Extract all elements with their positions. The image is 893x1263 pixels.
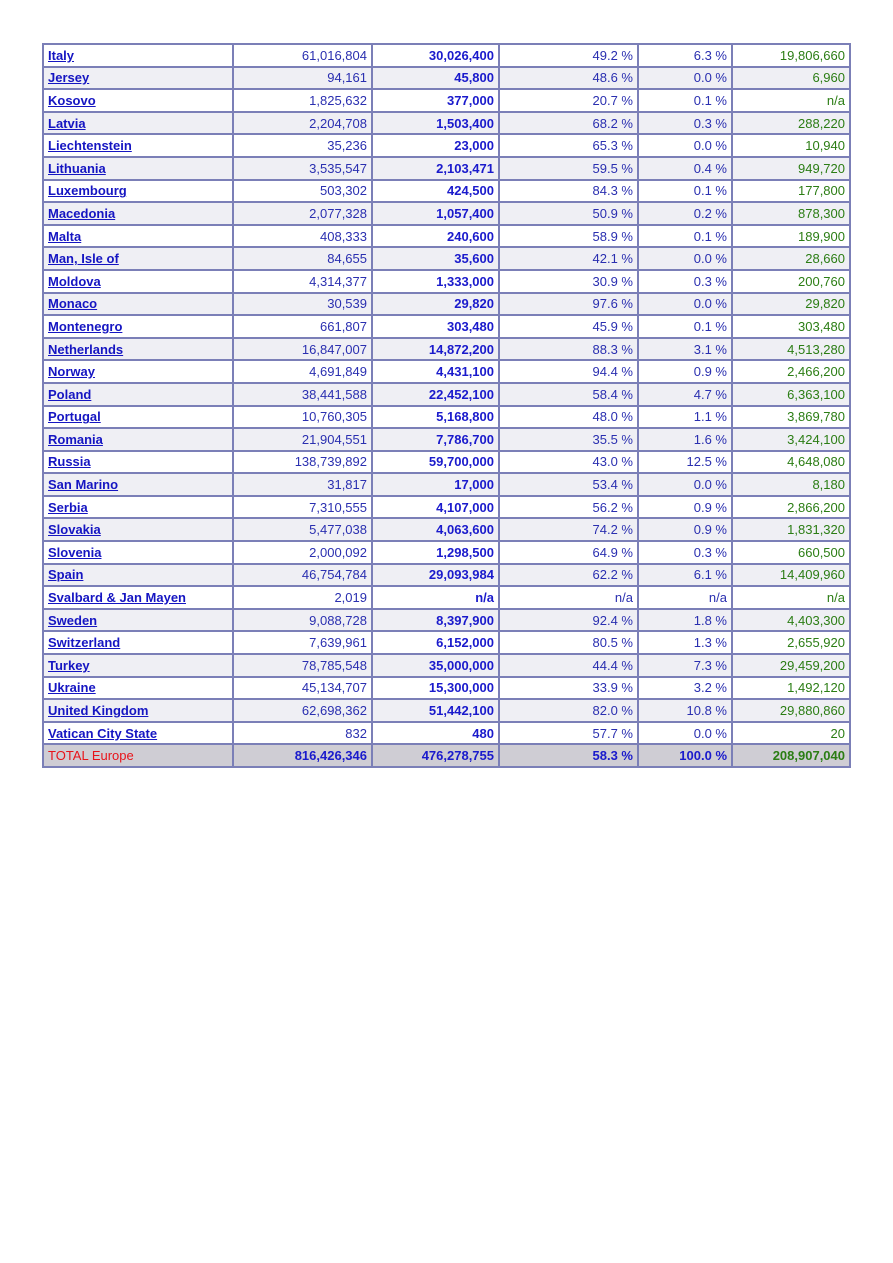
facebook-users-cell: 878,300 (732, 202, 850, 225)
country-link[interactable]: Turkey (48, 657, 90, 673)
penetration-cell: 48.6 % (499, 67, 638, 90)
country-cell (43, 293, 233, 316)
penetration-cell: 84.3 % (499, 180, 638, 203)
table-row (43, 247, 850, 270)
country-cell (43, 496, 233, 519)
table-row (43, 270, 850, 293)
table-row (43, 383, 850, 406)
table-row (43, 473, 850, 496)
country-link[interactable]: Netherlands (48, 341, 124, 357)
facebook-users-cell: 660,500 (732, 541, 850, 564)
population-cell: 4,314,377 (233, 270, 372, 293)
usage-share-cell: 0.3 % (638, 270, 732, 293)
penetration-cell: 42.1 % (499, 247, 638, 270)
total-population-cell: 816,426,346 (233, 744, 372, 767)
country-cell (43, 67, 233, 90)
country-link[interactable]: Ukraine (48, 680, 96, 696)
country-cell (43, 225, 233, 248)
country-cell (43, 44, 233, 67)
internet-users-cell: 240,600 (372, 225, 499, 248)
country-link[interactable]: Norway (48, 364, 95, 380)
country-cell (43, 157, 233, 180)
facebook-users-cell: 29,820 (732, 293, 850, 316)
usage-share-cell: 0.0 % (638, 293, 732, 316)
country-link[interactable]: Monaco (48, 296, 98, 312)
internet-users-cell: 35,000,000 (372, 654, 499, 677)
country-link[interactable]: Spain (48, 567, 84, 583)
table-row (43, 134, 850, 157)
population-cell: 503,302 (233, 180, 372, 203)
facebook-users-cell: 288,220 (732, 112, 850, 135)
country-cell (43, 360, 233, 383)
table-row (43, 89, 850, 112)
population-cell: 2,000,092 (233, 541, 372, 564)
table-row (43, 609, 850, 632)
penetration-cell: n/a (499, 586, 638, 609)
facebook-users-cell: 1,831,320 (732, 518, 850, 541)
population-cell: 84,655 (233, 247, 372, 270)
penetration-cell: 57.7 % (499, 722, 638, 745)
country-cell (43, 518, 233, 541)
internet-users-cell: 5,168,800 (372, 406, 499, 429)
internet-users-cell: 30,026,400 (372, 44, 499, 67)
population-cell: 4,691,849 (233, 360, 372, 383)
population-cell: 138,739,892 (233, 451, 372, 474)
population-cell: 94,161 (233, 67, 372, 90)
usage-share-cell: 0.0 % (638, 722, 732, 745)
country-link[interactable]: Macedonia (48, 205, 116, 221)
country-cell (43, 541, 233, 564)
internet-users-cell: 22,452,100 (372, 383, 499, 406)
country-link[interactable]: Russia (48, 454, 91, 470)
country-link[interactable]: Kosovo (48, 92, 96, 108)
population-cell: 7,310,555 (233, 496, 372, 519)
country-cell (43, 473, 233, 496)
usage-share-cell: 0.1 % (638, 180, 732, 203)
penetration-cell: 49.2 % (499, 44, 638, 67)
country-link[interactable]: Malta (48, 228, 82, 244)
country-link[interactable]: Serbia (48, 499, 88, 515)
internet-users-cell: 303,480 (372, 315, 499, 338)
table-row (43, 518, 850, 541)
penetration-cell: 82.0 % (499, 699, 638, 722)
usage-share-cell: 1.3 % (638, 631, 732, 654)
internet-users-cell: 29,820 (372, 293, 499, 316)
usage-share-cell: 3.2 % (638, 677, 732, 700)
usage-share-cell: 6.3 % (638, 44, 732, 67)
internet-users-cell: 424,500 (372, 180, 499, 203)
country-link[interactable]: Lithuania (48, 160, 106, 176)
usage-share-cell: 4.7 % (638, 383, 732, 406)
usage-share-cell: 0.3 % (638, 112, 732, 135)
population-cell: 35,236 (233, 134, 372, 157)
internet-users-cell: 29,093,984 (372, 564, 499, 587)
facebook-users-cell: n/a (732, 89, 850, 112)
usage-share-cell: 0.1 % (638, 89, 732, 112)
country-link[interactable]: Slovenia (48, 544, 102, 560)
country-link[interactable]: Slovakia (48, 522, 101, 538)
penetration-cell: 97.6 % (499, 293, 638, 316)
country-cell (43, 202, 233, 225)
penetration-cell: 68.2 % (499, 112, 638, 135)
penetration-cell: 58.4 % (499, 383, 638, 406)
internet-users-cell: 59,700,000 (372, 451, 499, 474)
facebook-users-cell: 14,409,960 (732, 564, 850, 587)
facebook-users-cell: 8,180 (732, 473, 850, 496)
country-link[interactable]: Portugal (48, 409, 101, 425)
country-cell (43, 134, 233, 157)
internet-users-cell: 51,442,100 (372, 699, 499, 722)
country-link[interactable]: Italy (48, 47, 75, 63)
country-cell (43, 338, 233, 361)
country-cell (43, 677, 233, 700)
table-row (43, 225, 850, 248)
usage-share-cell: 0.0 % (638, 67, 732, 90)
usage-share-cell: 0.9 % (638, 518, 732, 541)
table-row (43, 654, 850, 677)
facebook-users-cell: 6,363,100 (732, 383, 850, 406)
penetration-cell: 74.2 % (499, 518, 638, 541)
facebook-users-cell: 29,459,200 (732, 654, 850, 677)
table-row (43, 451, 850, 474)
table-row (43, 338, 850, 361)
facebook-users-cell: 4,648,080 (732, 451, 850, 474)
population-cell: 2,204,708 (233, 112, 372, 135)
penetration-cell: 65.3 % (499, 134, 638, 157)
usage-share-cell: 0.0 % (638, 473, 732, 496)
penetration-cell: 62.2 % (499, 564, 638, 587)
population-cell: 2,019 (233, 586, 372, 609)
population-cell: 31,817 (233, 473, 372, 496)
facebook-users-cell: 6,960 (732, 67, 850, 90)
penetration-cell: 56.2 % (499, 496, 638, 519)
facebook-users-cell: 303,480 (732, 315, 850, 338)
penetration-cell: 43.0 % (499, 451, 638, 474)
population-cell: 78,785,548 (233, 654, 372, 677)
facebook-users-cell: n/a (732, 586, 850, 609)
country-link[interactable]: Svalbard & Jan Mayen (48, 590, 186, 606)
internet-stats-table (42, 43, 851, 768)
facebook-users-cell: 3,424,100 (732, 428, 850, 451)
table-row (43, 677, 850, 700)
facebook-users-cell: 20 (732, 722, 850, 745)
usage-share-cell: 0.2 % (638, 202, 732, 225)
population-cell: 9,088,728 (233, 609, 372, 632)
table-row (43, 180, 850, 203)
country-cell (43, 428, 233, 451)
country-link[interactable]: Latvia (48, 115, 86, 131)
usage-share-cell: 1.6 % (638, 428, 732, 451)
country-link[interactable]: San Marino (48, 477, 119, 493)
country-link[interactable]: Romania (48, 431, 103, 447)
internet-users-cell: 35,600 (372, 247, 499, 270)
facebook-users-cell: 19,806,660 (732, 44, 850, 67)
facebook-users-cell: 2,866,200 (732, 496, 850, 519)
internet-users-cell: 23,000 (372, 134, 499, 157)
population-cell: 38,441,588 (233, 383, 372, 406)
facebook-users-cell: 4,403,300 (732, 609, 850, 632)
country-link[interactable]: Montenegro (48, 318, 123, 334)
table-row (43, 360, 850, 383)
country-link[interactable]: Man, Isle of (48, 251, 119, 267)
internet-users-cell: 14,872,200 (372, 338, 499, 361)
country-cell (43, 451, 233, 474)
internet-users-cell: n/a (372, 586, 499, 609)
table-row (43, 722, 850, 745)
penetration-cell: 45.9 % (499, 315, 638, 338)
facebook-users-cell: 949,720 (732, 157, 850, 180)
population-cell: 3,535,547 (233, 157, 372, 180)
penetration-cell: 58.9 % (499, 225, 638, 248)
table-row (43, 44, 850, 67)
total-row (43, 744, 850, 767)
table-row (43, 157, 850, 180)
penetration-cell: 64.9 % (499, 541, 638, 564)
penetration-cell: 53.4 % (499, 473, 638, 496)
internet-users-cell: 8,397,900 (372, 609, 499, 632)
country-link[interactable]: Poland (48, 386, 92, 402)
total-facebook-users-cell: 208,907,040 (732, 744, 850, 767)
penetration-cell: 59.5 % (499, 157, 638, 180)
country-cell (43, 564, 233, 587)
facebook-users-cell: 10,940 (732, 134, 850, 157)
penetration-cell: 48.0 % (499, 406, 638, 429)
country-cell (43, 315, 233, 338)
country-link[interactable]: Switzerland (48, 635, 121, 651)
penetration-cell: 94.4 % (499, 360, 638, 383)
population-cell: 7,639,961 (233, 631, 372, 654)
country-cell (43, 406, 233, 429)
population-cell: 30,539 (233, 293, 372, 316)
table-row (43, 541, 850, 564)
table-row (43, 406, 850, 429)
penetration-cell: 33.9 % (499, 677, 638, 700)
population-cell: 45,134,707 (233, 677, 372, 700)
country-link[interactable]: Luxembourg (48, 183, 127, 199)
population-cell: 61,016,804 (233, 44, 372, 67)
internet-users-cell: 377,000 (372, 89, 499, 112)
country-link[interactable]: Vatican City State (48, 725, 158, 741)
country-cell (43, 89, 233, 112)
usage-share-cell: 0.1 % (638, 315, 732, 338)
country-cell (43, 180, 233, 203)
usage-share-cell: 0.4 % (638, 157, 732, 180)
population-cell: 832 (233, 722, 372, 745)
facebook-users-cell: 177,800 (732, 180, 850, 203)
internet-users-cell: 4,107,000 (372, 496, 499, 519)
penetration-cell: 20.7 % (499, 89, 638, 112)
table-row (43, 67, 850, 90)
country-cell (43, 654, 233, 677)
total-usage-share-cell: 100.0 % (638, 744, 732, 767)
internet-users-cell: 4,431,100 (372, 360, 499, 383)
country-link[interactable]: Moldova (48, 273, 101, 289)
penetration-cell: 88.3 % (499, 338, 638, 361)
table-row (43, 586, 850, 609)
internet-users-cell: 6,152,000 (372, 631, 499, 654)
population-cell: 46,754,784 (233, 564, 372, 587)
country-cell (43, 699, 233, 722)
population-cell: 62,698,362 (233, 699, 372, 722)
internet-users-cell: 1,333,000 (372, 270, 499, 293)
usage-share-cell: 12.5 % (638, 451, 732, 474)
penetration-cell: 92.4 % (499, 609, 638, 632)
table-row (43, 202, 850, 225)
total-penetration-cell: 58.3 % (499, 744, 638, 767)
usage-share-cell: n/a (638, 586, 732, 609)
table-row (43, 315, 850, 338)
usage-share-cell: 6.1 % (638, 564, 732, 587)
population-cell: 1,825,632 (233, 89, 372, 112)
facebook-users-cell: 2,655,920 (732, 631, 850, 654)
usage-share-cell: 0.1 % (638, 225, 732, 248)
usage-share-cell: 10.8 % (638, 699, 732, 722)
internet-users-cell: 45,800 (372, 67, 499, 90)
internet-users-cell: 2,103,471 (372, 157, 499, 180)
internet-users-cell: 1,057,400 (372, 202, 499, 225)
table-row (43, 293, 850, 316)
internet-users-cell: 7,786,700 (372, 428, 499, 451)
usage-share-cell: 0.0 % (638, 247, 732, 270)
internet-users-cell: 17,000 (372, 473, 499, 496)
population-cell: 5,477,038 (233, 518, 372, 541)
population-cell: 408,333 (233, 225, 372, 248)
population-cell: 10,760,305 (233, 406, 372, 429)
table-row (43, 564, 850, 587)
table-body (43, 44, 850, 767)
table-row (43, 428, 850, 451)
usage-share-cell: 1.1 % (638, 406, 732, 429)
population-cell: 2,077,328 (233, 202, 372, 225)
country-link[interactable]: Liechtenstein (48, 138, 132, 154)
facebook-users-cell: 200,760 (732, 270, 850, 293)
population-cell: 16,847,007 (233, 338, 372, 361)
country-cell (43, 586, 233, 609)
table-row (43, 631, 850, 654)
population-cell: 661,807 (233, 315, 372, 338)
country-link[interactable]: United Kingdom (48, 703, 149, 719)
country-cell (43, 631, 233, 654)
facebook-users-cell: 1,492,120 (732, 677, 850, 700)
usage-share-cell: 1.8 % (638, 609, 732, 632)
facebook-users-cell: 29,880,860 (732, 699, 850, 722)
facebook-users-cell: 2,466,200 (732, 360, 850, 383)
internet-users-cell: 480 (372, 722, 499, 745)
penetration-cell: 35.5 % (499, 428, 638, 451)
facebook-users-cell: 189,900 (732, 225, 850, 248)
country-cell (43, 270, 233, 293)
penetration-cell: 44.4 % (499, 654, 638, 677)
internet-users-cell: 15,300,000 (372, 677, 499, 700)
usage-share-cell: 0.3 % (638, 541, 732, 564)
country-link[interactable]: Sweden (48, 612, 98, 628)
facebook-users-cell: 4,513,280 (732, 338, 850, 361)
internet-users-cell: 4,063,600 (372, 518, 499, 541)
internet-users-cell: 1,503,400 (372, 112, 499, 135)
usage-share-cell: 7.3 % (638, 654, 732, 677)
penetration-cell: 50.9 % (499, 202, 638, 225)
usage-share-cell: 3.1 % (638, 338, 732, 361)
usage-share-cell: 0.9 % (638, 496, 732, 519)
country-cell (43, 609, 233, 632)
country-link[interactable]: Jersey (48, 70, 90, 86)
table-row (43, 112, 850, 135)
facebook-users-cell: 28,660 (732, 247, 850, 270)
penetration-cell: 80.5 % (499, 631, 638, 654)
penetration-cell: 30.9 % (499, 270, 638, 293)
country-cell (43, 722, 233, 745)
table-row (43, 699, 850, 722)
population-cell: 21,904,551 (233, 428, 372, 451)
facebook-users-cell: 3,869,780 (732, 406, 850, 429)
usage-share-cell: 0.9 % (638, 360, 732, 383)
total-label: TOTAL Europe (43, 744, 233, 767)
country-cell (43, 112, 233, 135)
usage-share-cell: 0.0 % (638, 134, 732, 157)
country-cell (43, 383, 233, 406)
total-internet-users-cell: 476,278,755 (372, 744, 499, 767)
table-row (43, 496, 850, 519)
internet-users-cell: 1,298,500 (372, 541, 499, 564)
country-cell (43, 247, 233, 270)
